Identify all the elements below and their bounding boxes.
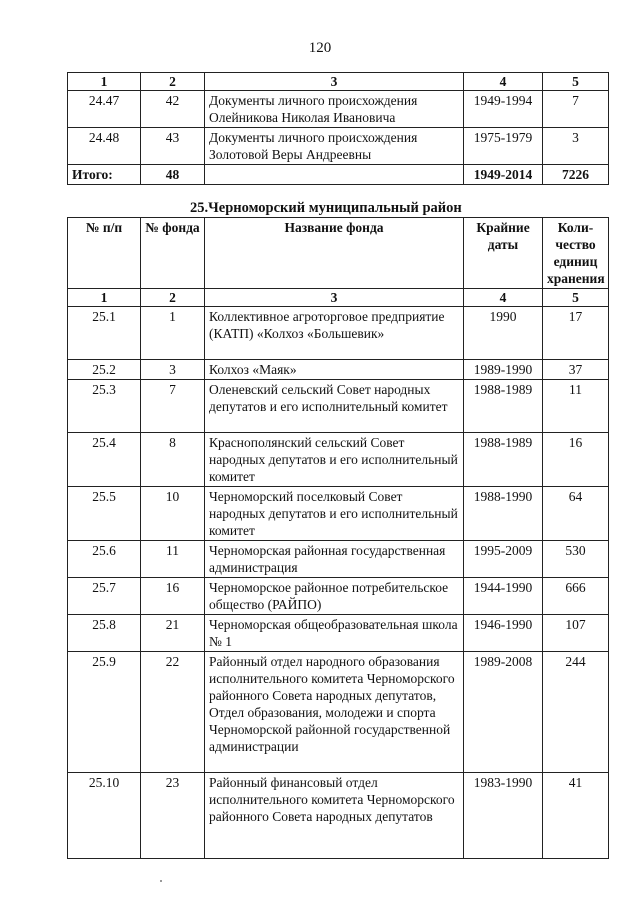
cell-num: 24.48 [68,128,141,165]
col-number: 5 [543,73,609,91]
table-row [68,773,609,859]
table-row [68,578,609,615]
header-dates: Крайние даты [464,218,543,289]
cell-num: 25.4 [68,433,141,487]
total-label: Итого: [68,165,141,185]
cell-num: 25.7 [68,578,141,615]
cell-count: 107 [543,615,609,652]
cell-fond: 23 [141,773,205,859]
cell-name: Коллективное агроторговое предприятие (КАТП) «Колхоз «Большевик» [205,307,464,360]
header-num: № п/п [68,218,141,289]
cell-dates: 1990 [464,307,543,360]
col-number: 1 [68,289,141,307]
col-number: 3 [205,289,464,307]
fonds-table [67,217,609,859]
cell-fond: 16 [141,578,205,615]
cell-count: 11 [543,380,609,433]
cell-fond: 43 [141,128,205,165]
table-row [68,433,609,487]
cell-fond: 7 [141,380,205,433]
col-number: 4 [464,289,543,307]
cell-fond: 3 [141,360,205,380]
cell-fond: 11 [141,541,205,578]
cell-name: Документы личного происхождения Золотовой Веры Андреевны [205,128,464,165]
cell-name: Краснополянский сельский Совет народных депутатов и его исполнительный комитет [205,433,464,487]
header-count: Коли-чество единиц хранения [543,218,609,289]
cell-dates: 1949-1994 [464,91,543,128]
col-number: 2 [141,289,205,307]
cell-num: 25.3 [68,380,141,433]
cell-name: Оленевский сельский Совет народных депутатов и его исполнительный комитет [205,380,464,433]
header-name: Название фонда [205,218,464,289]
total-empty [205,165,464,185]
cell-name: Черноморский поселковый Совет народных депутатов и его исполнительный комитет [205,487,464,541]
cell-count: 3 [543,128,609,165]
cell-num: 25.1 [68,307,141,360]
cell-count: 17 [543,307,609,360]
total-fond: 48 [141,165,205,185]
col-number: 2 [141,73,205,91]
cell-fond: 8 [141,433,205,487]
table-row [68,380,609,433]
cell-dates: 1988-1989 [464,380,543,433]
cell-count: 37 [543,360,609,380]
cell-count: 64 [543,487,609,541]
table-row [68,91,609,128]
cell-dates: 1988-1989 [464,433,543,487]
cell-dates: 1989-1990 [464,360,543,380]
table-row [68,652,609,773]
cell-name: Районный отдел народного образования исполнительного комитета Черноморского районного Совета народных депутатов, Отдел образования, молодежи и спорта Черноморской районной государственной администрации [205,652,464,773]
cell-num: 25.6 [68,541,141,578]
table-row [68,307,609,360]
cell-num: 25.10 [68,773,141,859]
col-number: 5 [543,289,609,307]
cell-name: Черноморское районное потребительское общество (РАЙПО) [205,578,464,615]
total-count: 7226 [543,165,609,185]
cell-count: 41 [543,773,609,859]
table-row [68,128,609,165]
cell-num: 25.9 [68,652,141,773]
column-number-row [68,73,609,91]
cell-name: Колхоз «Маяк» [205,360,464,380]
cell-name: Районный финансовый отдел исполнительного комитета Черноморского районного Совета народных депутатов [205,773,464,859]
cell-count: 16 [543,433,609,487]
section-title: 25.Черноморский муниципальный район [190,200,462,216]
scan-speck [160,880,162,882]
continuation-table [67,72,609,185]
table-row [68,487,609,541]
cell-name: Документы личного происхождения Олейникова Николая Ивановича [205,91,464,128]
total-dates: 1949-2014 [464,165,543,185]
column-number-row [68,289,609,307]
cell-num: 24.47 [68,91,141,128]
cell-num: 25.5 [68,487,141,541]
col-number: 1 [68,73,141,91]
cell-dates: 1989-2008 [464,652,543,773]
total-row [68,165,609,185]
cell-count: 530 [543,541,609,578]
page-number: 120 [308,40,332,56]
header-fond: № фонда [141,218,205,289]
cell-dates: 1946-1990 [464,615,543,652]
cell-num: 25.8 [68,615,141,652]
cell-fond: 42 [141,91,205,128]
cell-name: Черноморская общеобразовательная школа № 1 [205,615,464,652]
cell-fond: 22 [141,652,205,773]
col-number: 4 [464,73,543,91]
cell-count: 666 [543,578,609,615]
col-number: 3 [205,73,464,91]
cell-dates: 1995-2009 [464,541,543,578]
cell-dates: 1944-1990 [464,578,543,615]
cell-fond: 1 [141,307,205,360]
cell-dates: 1988-1990 [464,487,543,541]
cell-dates: 1975-1979 [464,128,543,165]
cell-count: 7 [543,91,609,128]
cell-fond: 10 [141,487,205,541]
header-row [68,218,609,289]
table-row [68,360,609,380]
cell-num: 25.2 [68,360,141,380]
cell-count: 244 [543,652,609,773]
cell-dates: 1983-1990 [464,773,543,859]
cell-fond: 21 [141,615,205,652]
table-row [68,541,609,578]
cell-name: Черноморская районная государственная администрация [205,541,464,578]
table-row [68,615,609,652]
